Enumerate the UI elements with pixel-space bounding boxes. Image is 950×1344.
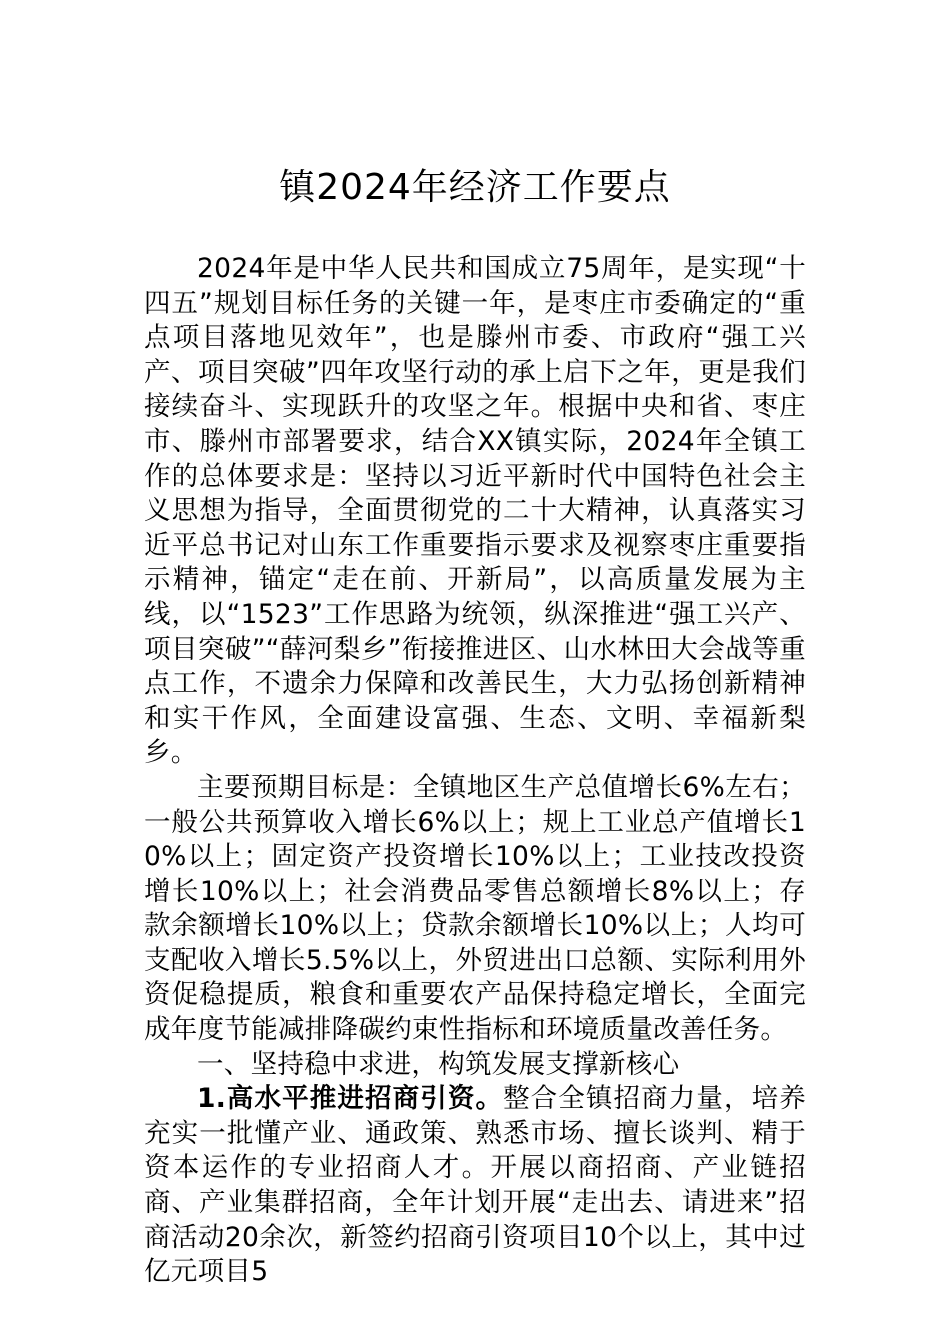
item-paragraph: [144, 1082, 806, 1290]
document-title: 镇2024年经济工作要点: [279, 167, 671, 208]
item-text: 整合全镇招商力量，培养充实一批懂产业、通政策、熟悉市场、擅长谈判、精于资本运作的专业招商人才。开展以商招商、产业链招商、产业集群招商，全年计划开展“走出去、请进来”招商活动20余次，新签约招商引资项目10个以上，其中过亿元项目5: [144, 1083, 806, 1288]
item-lead: 1.高水平推进招商引资。: [197, 1083, 504, 1115]
section-heading: 一、坚持稳中求进，构筑发展支撑新核心: [197, 1048, 680, 1080]
targets-paragraph: 主要预期目标是：全镇地区生产总值增长6%左右；一般公共预算收入增长6%以上；规上工业总产值增长10%以上；固定资产投资增长10%以上；工业技改投资增长10%以上；社会消费品零售总额增长8%以上；存款余额增长10%以上；贷款余额增长10%以上；人均可支配收入增长5.5%以上，外贸进出口总额、实际利用外资促稳提质，粮食和重要农产品保持稳定增长，全面完成年度节能减排降碳约束性指标和环境质量改善任务。: [144, 771, 806, 1046]
document-body: [144, 252, 806, 1290]
intro-paragraph: 2024年是中华人民共和国成立75周年，是实现“十四五”规划目标任务的关键一年，是枣庄市委确定的“重点项目落地见效年”，也是滕州市委、市政府“强工兴产、项目突破”四年攻坚行动的承上启下之年，更是我们接续奋斗、实现跃升的攻坚之年。根据中央和省、枣庄市、滕州市部署要求，结合XX镇实际，2024年全镇工作的总体要求是：坚持以习近平新时代中国特色社会主义思想为指导，全面贯彻党的二十大精神，认真落实习近平总书记对山东工作重要指示要求及视察枣庄重要指示精神，锚定“走在前、开新局”，以高质量发展为主线，以“1523”工作思路为统领，纵深推进“强工兴产、项目突破”“薛河梨乡”衔接推进区、山水林田大会战等重点工作，不遗余力保障和改善民生，大力弘扬创新精神和实干作风，全面建设富强、生态、文明、幸福新梨乡。: [144, 253, 806, 769]
